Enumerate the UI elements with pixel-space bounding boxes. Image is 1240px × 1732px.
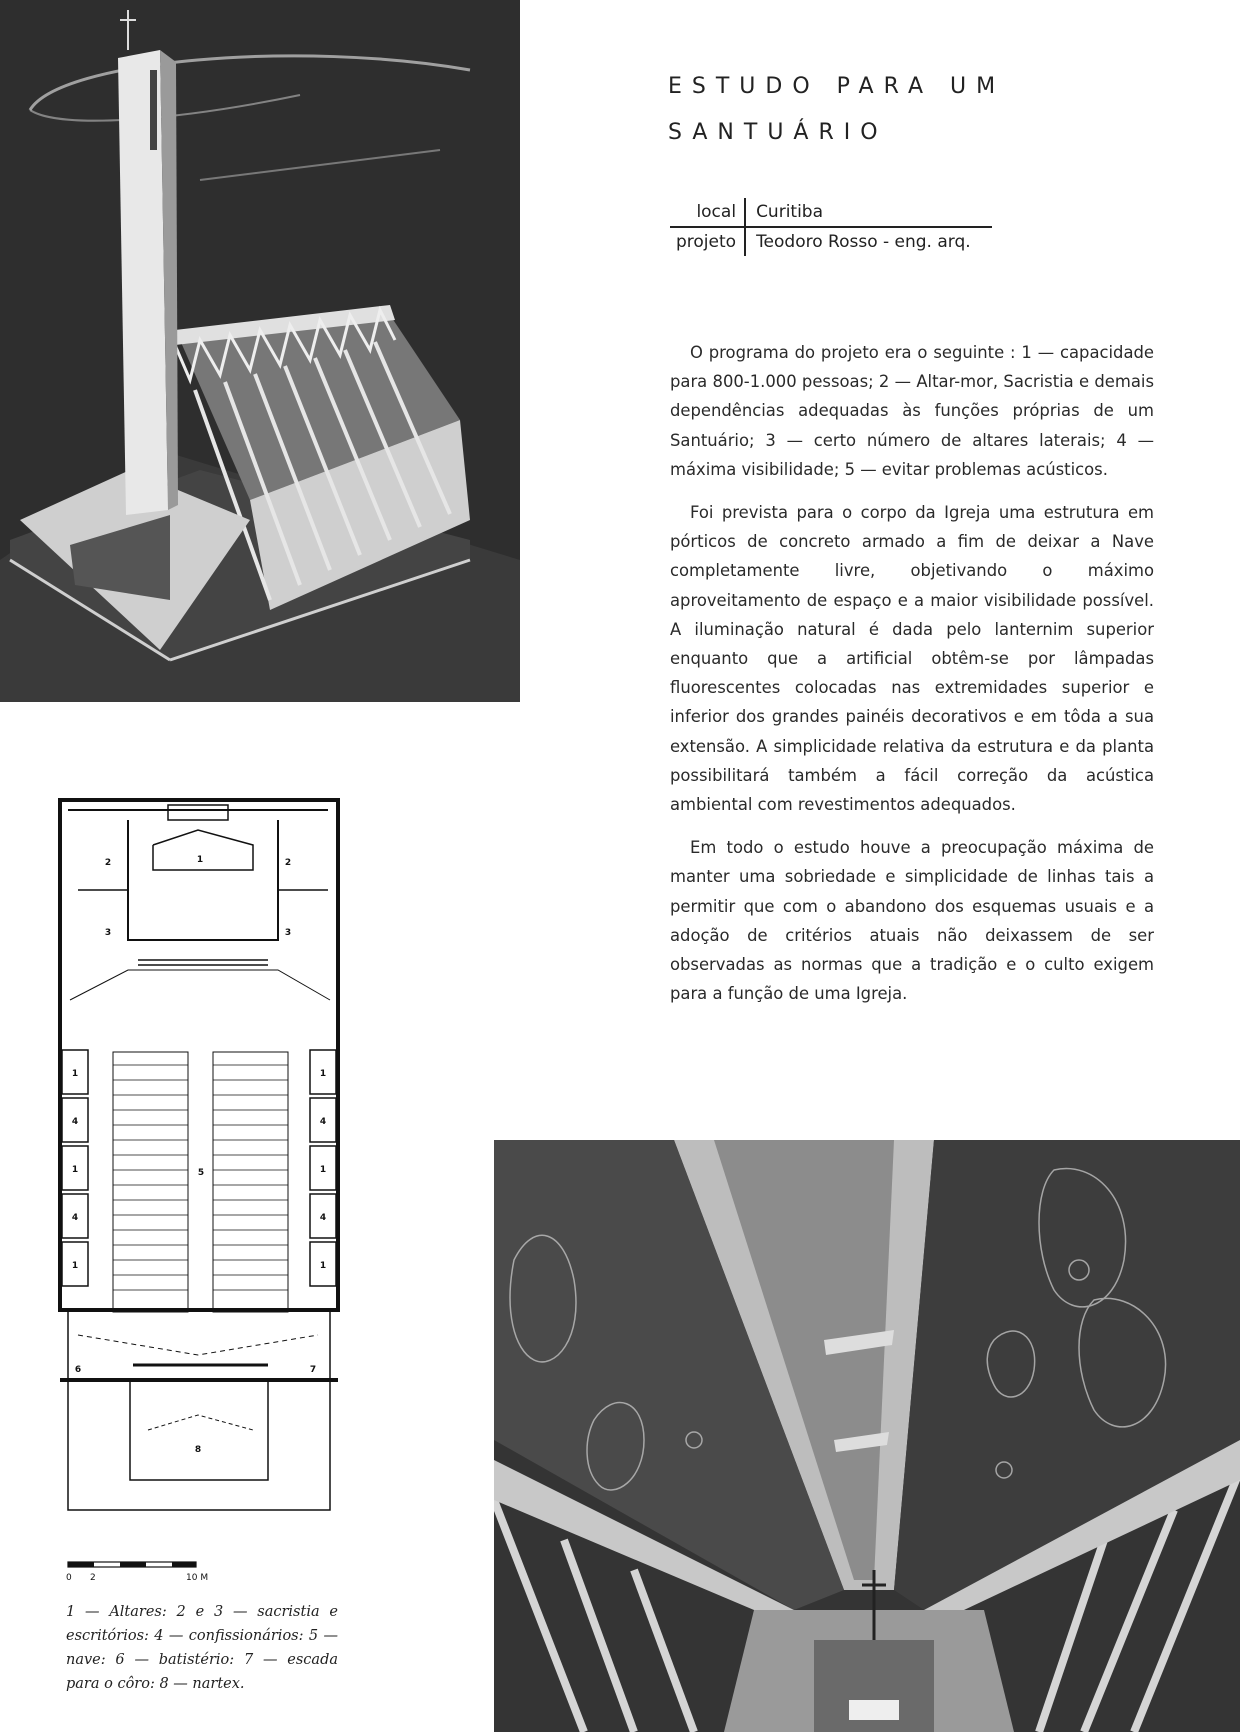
- plan-label-office-left: 3: [104, 928, 112, 938]
- plan-label-side-left: 1: [71, 1165, 79, 1175]
- paragraph-1: O programa do projeto era o seguinte : 1 — capacidade para 800-1.000 pessoas; 2 — Altar-mor, Sacristia e demais dependências adequadas às funções próprias de um Santuário; 3 — certo número de altares laterais; 4 — máxima visibilidade; 5 — evitar problemas acústicos.: [670, 343, 1154, 479]
- plan-label-office-right: 3: [284, 928, 292, 938]
- scale-bar: [66, 1560, 216, 1584]
- title-line-2: SANTUÁRIO: [668, 120, 888, 145]
- plan-label-narthex: 8: [194, 1445, 202, 1455]
- plan-label-side-right: 4: [319, 1117, 327, 1127]
- plan-label-side-right: 1: [319, 1165, 327, 1175]
- credits-row-local: [670, 198, 992, 227]
- article-title: [668, 64, 1188, 156]
- floor-plan: [58, 790, 348, 1520]
- local-value: Curitiba: [745, 198, 992, 227]
- project-credits: [670, 198, 992, 256]
- plan-legend-caption: 1 — Altares: 2 e 3 — sacristia e escritórios: 4 — confissionários: 5 — nave: 6 — batistério: 7 — escada para o côro: 8 — nartex.: [66, 1604, 338, 1692]
- credits-row-projeto: [670, 227, 992, 256]
- scale-bar-drawing: [66, 1560, 216, 1584]
- plan-label-side-right: 4: [319, 1213, 327, 1223]
- plan-label-side-right: 1: [319, 1261, 327, 1271]
- exterior-model-drawing: [0, 0, 520, 702]
- scale-label-10: 10 M: [186, 1573, 209, 1583]
- plan-label-sacristy-right: 2: [284, 858, 292, 868]
- plan-label-stair: 7: [309, 1365, 317, 1375]
- paragraph-3: Em todo o estudo houve a preocupação máxima de manter uma sobriedade e simplicidade de linhas tais a permitir que com o abandono dos esquemas usuais e a adoção de critérios atuais não deixassem de ser observadas as normas que a tradição e o culto exigem para a função de uma Igreja.: [670, 838, 1154, 1004]
- exterior-model-photo: [0, 0, 520, 702]
- plan-label-side-right: 1: [319, 1069, 327, 1079]
- plan-label-altar: 1: [196, 855, 204, 865]
- projeto-value: Teodoro Rosso - eng. arq.: [756, 232, 971, 252]
- projeto-label: projeto: [670, 227, 745, 256]
- article-body: [670, 338, 1154, 1022]
- plan-label-side-left: 4: [71, 1213, 79, 1223]
- floor-plan-drawing: [58, 790, 348, 1520]
- plan-label-side-left: 1: [71, 1261, 79, 1271]
- plan-label-side-left: 1: [71, 1069, 79, 1079]
- plan-label-sacristy-left: 2: [104, 858, 112, 868]
- scale-label-2: 2: [90, 1573, 96, 1583]
- plan-label-nave: 5: [197, 1168, 205, 1178]
- local-label: local: [670, 198, 745, 227]
- credits-table: [670, 198, 992, 256]
- plan-label-side-left: 4: [71, 1117, 79, 1127]
- plan-label-baptistery: 6: [74, 1365, 82, 1375]
- title-line-1: ESTUDO PARA UM: [668, 74, 1006, 99]
- interior-perspective-drawing: [494, 1140, 1240, 1732]
- scale-label-0: 0: [66, 1573, 72, 1583]
- interior-perspective-photo: [494, 1140, 1240, 1732]
- paragraph-2: Foi prevista para o corpo da Igreja uma estrutura em pórticos de concreto armado a fim de deixar a Nave completamente livre, objetivando o máximo aproveitamento de espaço e a maior visibilidade possível. A iluminação natural é dada pelo lanternim superior enquanto que a artificial obtêm-se por lâmpadas fluorescentes colocadas nas extremidades superior e inferior dos grandes painéis decorativos e em tôda a sua extensão. A simplicidade relativa da estrutura e da planta possibilitará também a fácil correção da acústica ambiental com revestimentos adequados.: [670, 503, 1154, 815]
